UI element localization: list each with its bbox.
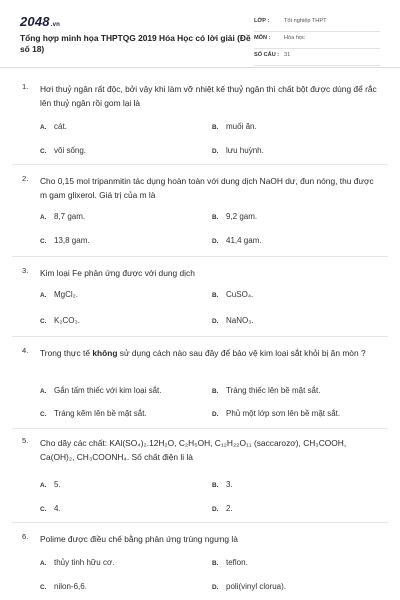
option-text: Gắn tấm thiếc với kim loại sắt. — [54, 386, 162, 395]
option-letter: B. — [212, 482, 219, 489]
option-text: Phủ một lớp sơn lên bề mặt sắt. — [226, 409, 341, 418]
option-c[interactable] — [40, 409, 147, 418]
document-header — [0, 0, 400, 66]
question-text: Cho 0,15 mol tripanmitin tác dụng hoàn toàn với dung dịch NaOH dư, đun nóng, thu được m gam glixerol. Giá trị của m là — [40, 176, 374, 200]
question-text-part: Trong thực tế — [40, 348, 93, 358]
option-d[interactable] — [212, 504, 233, 513]
option-text: 3. — [226, 480, 233, 489]
option-letter: D. — [212, 148, 219, 155]
option-letter: A. — [40, 214, 47, 221]
option-b[interactable] — [212, 212, 257, 221]
option-letter: D. — [212, 411, 219, 418]
option-text: 8,7 gam. — [54, 212, 86, 221]
option-text: cát. — [54, 122, 67, 131]
option-letter: C. — [40, 411, 47, 418]
option-letter: D. — [212, 318, 219, 325]
option-a[interactable] — [40, 480, 61, 489]
brand-suffix: .vn — [50, 22, 61, 28]
meta-row-question-count — [254, 49, 380, 66]
option-text: MgCl₂. — [54, 290, 78, 299]
option-letter: A. — [40, 560, 47, 567]
question-text: Kim loại Fe phản ứng được với dung dịch — [40, 268, 195, 278]
option-d[interactable] — [212, 236, 262, 245]
meta-row-subject — [254, 32, 380, 49]
option-d[interactable] — [212, 316, 254, 325]
option-letter: A. — [40, 124, 47, 131]
option-letter: D. — [212, 584, 219, 591]
meta-row-class — [254, 15, 380, 32]
option-b[interactable] — [212, 558, 248, 567]
option-letter: A. — [40, 292, 47, 299]
option-text: 9,2 gam. — [226, 212, 258, 221]
question-divider — [12, 256, 388, 257]
brand-number: 2048 — [20, 14, 50, 29]
option-text: nilon-6,6. — [54, 582, 87, 591]
option-text: lưu huỳnh. — [226, 146, 264, 155]
option-b[interactable] — [212, 290, 253, 299]
option-text: 4. — [54, 504, 61, 513]
question-text-emphasis: không — [92, 348, 118, 358]
option-a[interactable] — [40, 558, 114, 567]
header-divider — [0, 67, 400, 68]
document-title: Tổng hợp minh họa THPTQG 2019 Hóa Học có lời giải (Đề số 18) — [20, 33, 251, 54]
option-letter: C. — [40, 506, 47, 513]
option-text: CuSO₄. — [226, 290, 254, 299]
option-letter: D. — [212, 238, 219, 245]
option-text: Tráng kẽm lên bề mặt sắt. — [54, 409, 147, 418]
option-d[interactable] — [212, 146, 264, 155]
option-c[interactable] — [40, 146, 86, 155]
meta-value: Tốt nghiệp THPT — [284, 18, 327, 24]
brand-logo[interactable] — [20, 14, 60, 29]
option-b[interactable] — [212, 386, 320, 395]
option-text: poli(vinyl clorua). — [226, 582, 287, 591]
question-number: 1. — [22, 82, 29, 91]
option-c[interactable] — [40, 316, 80, 325]
option-text: Tráng thiếc lên bề mặt sắt. — [226, 386, 321, 395]
option-text: NaNO₃. — [226, 316, 254, 325]
option-letter: C. — [40, 584, 47, 591]
option-text: 2. — [226, 504, 233, 513]
option-b[interactable] — [212, 480, 233, 489]
question-text: Cho dãy các chất: KAl(SO₄)₂.12H₂O, C₂H₅OH, C₁₂H₂₂O₁₁ (saccarozơ), CH₃COOH, Ca(OH)₂, CH₃COONH₄. Số chất điện li là — [40, 438, 347, 462]
option-text: muối ăn. — [226, 122, 257, 131]
option-letter: A. — [40, 482, 47, 489]
option-text: 41,4 gam. — [226, 236, 262, 245]
question-divider — [12, 522, 388, 523]
question-number: 6. — [22, 532, 29, 541]
option-c[interactable] — [40, 504, 61, 513]
question-divider — [12, 164, 388, 165]
option-letter: B. — [212, 560, 219, 567]
option-letter: C. — [40, 238, 47, 245]
option-letter: B. — [212, 214, 219, 221]
option-text: vôi sống. — [54, 146, 87, 155]
question-number: 4. — [22, 346, 29, 355]
question-text: Polime được điều chế bằng phản ứng trùng ngưng là — [40, 534, 238, 544]
option-d[interactable] — [212, 409, 340, 418]
question-text: Hơi thuỷ ngân rất độc, bởi vậy khi làm vỡ nhiệt kế thuỷ ngân thì chất bột được dùng để rắc lên thuỷ ngân rồi gom lại là — [40, 84, 377, 108]
question-text-part: sử dụng cách nào sau đây để bảo vệ kim loại sắt khỏi bị ăn mòn ? — [117, 348, 366, 358]
option-letter: B. — [212, 388, 219, 395]
question-divider — [12, 336, 388, 337]
question-text — [40, 346, 380, 360]
option-b[interactable] — [212, 122, 257, 131]
option-text: thủy tinh hữu cơ. — [54, 558, 115, 567]
option-a[interactable] — [40, 122, 67, 131]
question-number: 5. — [22, 436, 29, 445]
question-number: 3. — [22, 266, 29, 275]
meta-label: LỚP : — [254, 18, 270, 24]
option-c[interactable] — [40, 236, 90, 245]
option-a[interactable] — [40, 290, 78, 299]
question-number: 2. — [22, 174, 29, 183]
question-divider — [12, 428, 388, 429]
option-text: teflon. — [226, 558, 248, 567]
option-letter: D. — [212, 506, 219, 513]
meta-label: SỐ CÂU : — [254, 52, 280, 58]
option-letter: B. — [212, 124, 219, 131]
document-meta — [254, 15, 380, 66]
option-letter: C. — [40, 318, 47, 325]
option-a[interactable] — [40, 212, 85, 221]
meta-label: MÔN : — [254, 35, 271, 41]
option-letter: B. — [212, 292, 219, 299]
option-d[interactable] — [212, 582, 286, 591]
option-c[interactable] — [40, 582, 87, 591]
option-a[interactable] — [40, 386, 162, 395]
option-letter: A. — [40, 388, 47, 395]
option-letter: C. — [40, 148, 47, 155]
meta-value: Hóa học — [284, 35, 305, 41]
option-text: 5. — [54, 480, 61, 489]
option-text: K₂CO₃. — [54, 316, 80, 325]
meta-value: 31 — [284, 52, 291, 58]
option-text: 13,8 gam. — [54, 236, 90, 245]
